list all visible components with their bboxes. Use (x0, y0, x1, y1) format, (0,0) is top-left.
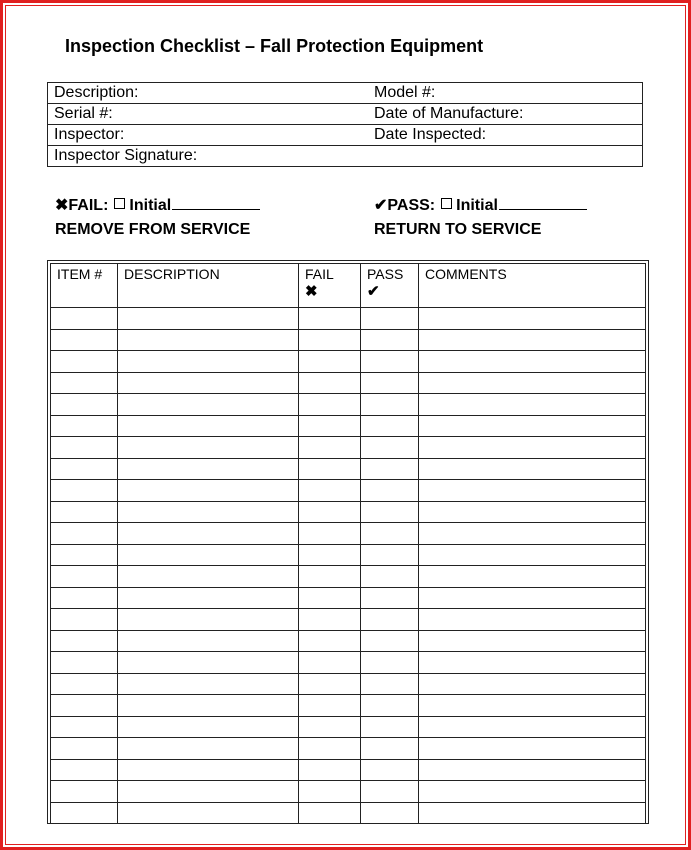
cell-pass[interactable] (361, 802, 419, 824)
fail-action: REMOVE FROM SERVICE (55, 221, 251, 238)
cell-pass[interactable] (361, 480, 419, 502)
column-header-comments (419, 264, 646, 308)
cell-item[interactable] (51, 458, 118, 480)
info-row (48, 146, 643, 167)
cell-fail[interactable] (299, 480, 361, 502)
cell-description[interactable] (118, 630, 299, 652)
date-of-manufacture-field[interactable]: Date of Manufacture: (368, 104, 643, 125)
cell-fail[interactable] (299, 523, 361, 545)
column-header-item (51, 264, 118, 308)
cell-comments[interactable] (419, 415, 646, 437)
cell-pass[interactable] (361, 372, 419, 394)
cell-fail[interactable] (299, 587, 361, 609)
signature-blank[interactable] (368, 146, 643, 167)
cell-item[interactable] (51, 372, 118, 394)
table-row (51, 738, 646, 760)
cell-pass[interactable] (361, 759, 419, 781)
cell-description[interactable] (118, 695, 299, 717)
pass-block (374, 195, 587, 245)
cell-fail[interactable] (299, 437, 361, 459)
cell-comments[interactable] (419, 372, 646, 394)
cell-pass[interactable] (361, 415, 419, 437)
fail-initial-blank[interactable] (172, 195, 260, 210)
cell-description[interactable] (118, 544, 299, 566)
cell-fail[interactable] (299, 695, 361, 717)
cell-pass[interactable] (361, 351, 419, 373)
cell-pass[interactable] (361, 673, 419, 695)
cell-fail[interactable] (299, 609, 361, 631)
cell-item[interactable] (51, 480, 118, 502)
cell-comments[interactable] (419, 437, 646, 459)
cell-description[interactable] (118, 329, 299, 351)
table-row (51, 566, 646, 588)
cell-fail[interactable] (299, 738, 361, 760)
table-row (51, 329, 646, 351)
table-row (51, 652, 646, 674)
fail-block (55, 195, 260, 245)
cell-item[interactable] (51, 544, 118, 566)
cell-fail[interactable] (299, 544, 361, 566)
cell-pass[interactable] (361, 329, 419, 351)
cell-comments[interactable] (419, 802, 646, 824)
cell-fail[interactable] (299, 501, 361, 523)
cell-item[interactable] (51, 308, 118, 330)
cell-comments[interactable] (419, 329, 646, 351)
cell-description[interactable] (118, 738, 299, 760)
checklist-table-frame (47, 260, 649, 824)
date-inspected-field[interactable]: Date Inspected: (368, 125, 643, 146)
cell-fail[interactable] (299, 415, 361, 437)
table-row (51, 544, 646, 566)
pass-initial-label: Initial (456, 197, 498, 214)
cell-description[interactable] (118, 652, 299, 674)
cell-pass[interactable] (361, 458, 419, 480)
info-row (48, 83, 643, 104)
checklist-body (51, 308, 646, 824)
cell-description[interactable] (118, 372, 299, 394)
fail-initial-label: Initial (129, 197, 172, 214)
column-header-fail (299, 264, 361, 308)
cell-fail[interactable] (299, 351, 361, 373)
cell-pass[interactable] (361, 695, 419, 717)
info-row (48, 125, 643, 146)
cell-comments[interactable] (419, 480, 646, 502)
cell-description[interactable] (118, 523, 299, 545)
table-row (51, 351, 646, 373)
column-header-pass (361, 264, 419, 308)
table-row (51, 523, 646, 545)
cell-comments[interactable] (419, 587, 646, 609)
cell-comments[interactable] (419, 759, 646, 781)
cell-description[interactable] (118, 458, 299, 480)
cell-item[interactable] (51, 587, 118, 609)
cell-comments[interactable] (419, 695, 646, 717)
cell-fail[interactable] (299, 630, 361, 652)
cell-item[interactable] (51, 351, 118, 373)
cell-pass[interactable] (361, 394, 419, 416)
table-row (51, 458, 646, 480)
cell-comments[interactable] (419, 566, 646, 588)
cell-fail[interactable] (299, 566, 361, 588)
cell-description[interactable] (118, 480, 299, 502)
cell-pass[interactable] (361, 437, 419, 459)
fail-checkbox[interactable] (114, 198, 125, 209)
cell-pass[interactable] (361, 501, 419, 523)
table-row (51, 372, 646, 394)
cell-item[interactable] (51, 501, 118, 523)
table-row (51, 759, 646, 781)
fail-label: FAIL: (68, 197, 109, 214)
description-field[interactable]: Description: (48, 83, 369, 104)
column-header-description (118, 264, 299, 308)
cell-item[interactable] (51, 652, 118, 674)
cell-pass[interactable] (361, 308, 419, 330)
cell-comments[interactable] (419, 781, 646, 803)
table-row (51, 394, 646, 416)
cell-description[interactable] (118, 716, 299, 738)
fail-mark-icon: ✖ (305, 283, 318, 300)
cell-fail[interactable] (299, 781, 361, 803)
cell-fail[interactable] (299, 716, 361, 738)
cell-pass[interactable] (361, 630, 419, 652)
cell-comments[interactable] (419, 716, 646, 738)
cell-item[interactable] (51, 630, 118, 652)
cell-description[interactable] (118, 501, 299, 523)
cell-fail[interactable] (299, 372, 361, 394)
cell-comments[interactable] (419, 394, 646, 416)
table-row (51, 501, 646, 523)
column-header-fail-label: FAIL (305, 266, 334, 282)
cell-pass[interactable] (361, 587, 419, 609)
cell-comments[interactable] (419, 523, 646, 545)
cell-comments[interactable] (419, 630, 646, 652)
cell-item[interactable] (51, 566, 118, 588)
cell-description[interactable] (118, 566, 299, 588)
cell-comments[interactable] (419, 351, 646, 373)
cell-description[interactable] (118, 394, 299, 416)
column-header-description-label: DESCRIPTION (124, 266, 220, 282)
cell-comments[interactable] (419, 501, 646, 523)
serial-field[interactable]: Serial #: (48, 104, 369, 125)
cell-description[interactable] (118, 609, 299, 631)
cell-description[interactable] (118, 759, 299, 781)
table-row (51, 437, 646, 459)
model-field[interactable]: Model #: (368, 83, 643, 104)
cell-item[interactable] (51, 781, 118, 803)
pass-checkbox[interactable] (441, 198, 452, 209)
table-row (51, 802, 646, 824)
inspector-field[interactable]: Inspector: (48, 125, 369, 146)
cell-description[interactable] (118, 781, 299, 803)
cell-pass[interactable] (361, 544, 419, 566)
cell-item[interactable] (51, 437, 118, 459)
document-title: Inspection Checklist – Fall Protection Equipment (65, 36, 484, 56)
cell-pass[interactable] (361, 523, 419, 545)
cell-comments[interactable] (419, 458, 646, 480)
cell-item[interactable] (51, 716, 118, 738)
table-row (51, 609, 646, 631)
cell-fail[interactable] (299, 759, 361, 781)
column-header-pass-label: PASS (367, 266, 404, 282)
cell-comments[interactable] (419, 609, 646, 631)
table-row (51, 695, 646, 717)
cell-item[interactable] (51, 673, 118, 695)
pass-icon: ✔ (374, 197, 388, 214)
pass-action: RETURN TO SERVICE (374, 221, 542, 238)
cell-item[interactable] (51, 329, 118, 351)
column-header-comments-label: COMMENTS (425, 266, 507, 282)
table-row (51, 673, 646, 695)
cell-item[interactable] (51, 523, 118, 545)
cell-pass[interactable] (361, 566, 419, 588)
info-row (48, 104, 643, 125)
cell-description[interactable] (118, 437, 299, 459)
cell-item[interactable] (51, 609, 118, 631)
cell-description[interactable] (118, 587, 299, 609)
cell-fail[interactable] (299, 308, 361, 330)
cell-pass[interactable] (361, 738, 419, 760)
pass-mark-icon: ✔ (367, 283, 380, 300)
table-row (51, 781, 646, 803)
fail-icon: ✖ (55, 197, 69, 214)
cell-fail[interactable] (299, 329, 361, 351)
cell-description[interactable] (118, 802, 299, 824)
table-row (51, 480, 646, 502)
cell-item[interactable] (51, 415, 118, 437)
table-row (51, 308, 646, 330)
cell-description[interactable] (118, 415, 299, 437)
cell-pass[interactable] (361, 609, 419, 631)
cell-pass[interactable] (361, 781, 419, 803)
cell-fail[interactable] (299, 394, 361, 416)
cell-item[interactable] (51, 759, 118, 781)
inspector-signature-field[interactable]: Inspector Signature: (48, 146, 369, 167)
column-header-item-label: ITEM # (57, 266, 103, 282)
pass-label: PASS: (387, 197, 436, 214)
cell-comments[interactable] (419, 652, 646, 674)
cell-comments[interactable] (419, 673, 646, 695)
cell-fail[interactable] (299, 802, 361, 824)
table-row (51, 415, 646, 437)
cell-fail[interactable] (299, 458, 361, 480)
cell-comments[interactable] (419, 308, 646, 330)
info-fields-table (47, 82, 643, 167)
cell-item[interactable] (51, 802, 118, 824)
table-row (51, 587, 646, 609)
cell-fail[interactable] (299, 652, 361, 674)
cell-fail[interactable] (299, 673, 361, 695)
cell-description[interactable] (118, 308, 299, 330)
cell-comments[interactable] (419, 544, 646, 566)
cell-pass[interactable] (361, 652, 419, 674)
cell-description[interactable] (118, 673, 299, 695)
cell-comments[interactable] (419, 738, 646, 760)
checklist-header-row (51, 264, 646, 308)
cell-item[interactable] (51, 695, 118, 717)
pass-initial-blank[interactable] (499, 195, 587, 210)
checklist-table (50, 263, 646, 824)
table-row (51, 630, 646, 652)
cell-item[interactable] (51, 394, 118, 416)
cell-item[interactable] (51, 738, 118, 760)
table-row (51, 716, 646, 738)
cell-pass[interactable] (361, 716, 419, 738)
cell-description[interactable] (118, 351, 299, 373)
